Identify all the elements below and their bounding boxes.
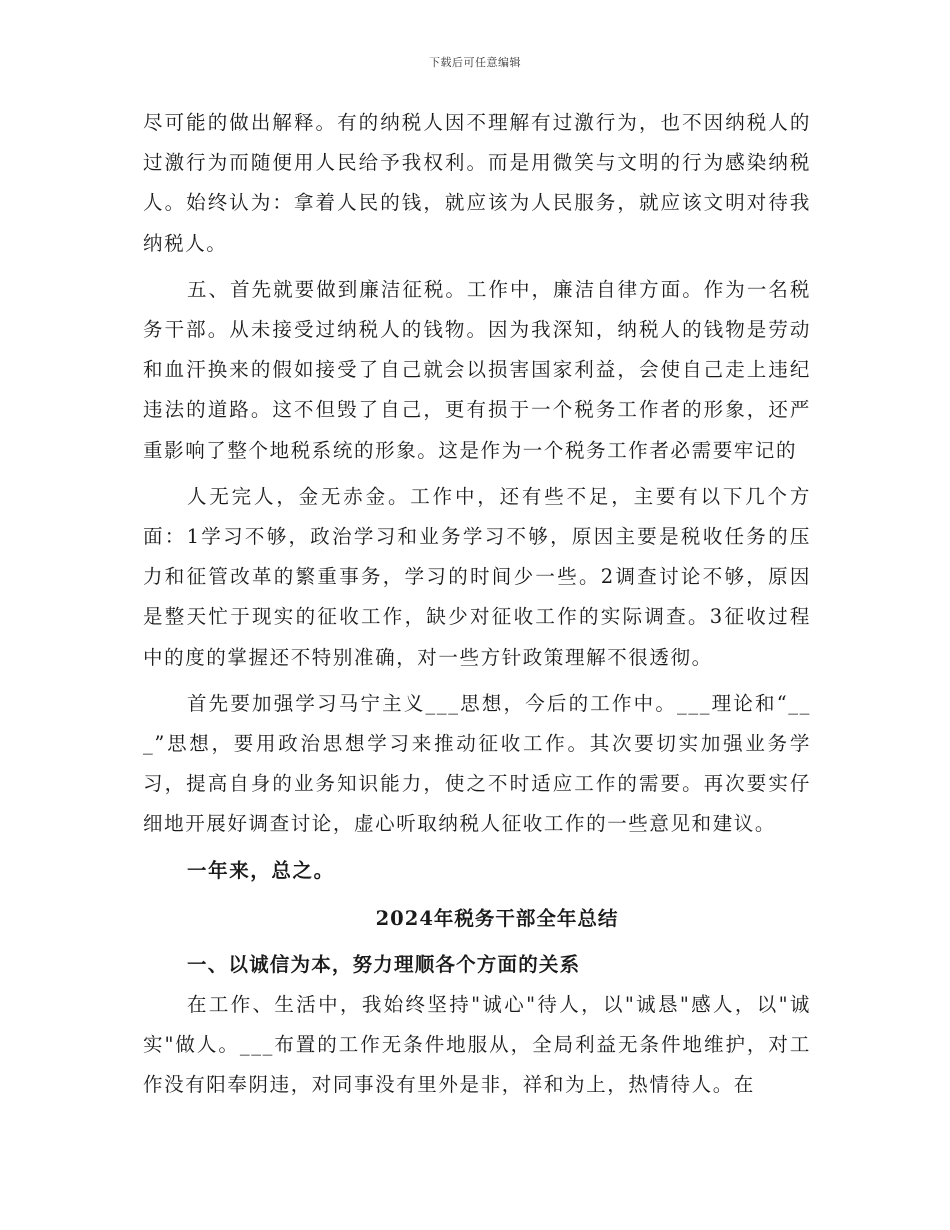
paragraph-explanation: 尽可能的做出解释。有的纳税人因不理解有过激行为，也不因纳税人的过激行为而随便用人民给予我权利。而是用微笑与文明的行为感染纳税人。始终认为：拿着人民的钱，就应该为人民服务，就应该文明对待我纳税人。 — [143, 111, 811, 255]
paragraph-conclusion: 一年来，总之。 — [187, 858, 335, 882]
section-heading: 一、以诚信为本，努力理顺各个方面的关系 — [187, 952, 581, 976]
document-body — [143, 103, 811, 1105]
paragraph-sincerity: 在工作、生活中，我始终坚持"诚心"待人，以"诚恳"感人，以"诚实"做人。___布置的工作无条件地服从，全局利益无条件地维护，对工作没有阳奉阴违，对同事没有里外是非，祥和为上，热情待人。在 — [143, 992, 811, 1097]
page-header-note: 下载后可任意编辑 — [429, 56, 521, 69]
paragraph-integrity: 五、首先就要做到廉洁征税。工作中，廉洁自律方面。作为一名税务干部。从未接受过纳税人的钱物。因为我深知，纳税人的钱物是劳动和血汗换来的假如接受了自己就会以损害国家利益，会使自己走上违纪违法的道路。这不但毁了自己，更有损于一个税务工作者的形象，还严重影响了整个地税系统的形象。这是作为一个税务工作者必需要牢记的 — [143, 277, 811, 462]
document-title: 2024年税务干部全年总结 — [375, 906, 619, 930]
paragraph-improvements: 首先要加强学习马宁主义___思想，今后的工作中。___理论和“___”思想，要用政治思想学习来推动征收工作。其次要切实加强业务学习，提高自身的业务知识能力，使之不时适应工作的需要。再次要实仔细地开展好调查讨论，虚心听取纳税人征收工作的一些意见和建议。 — [143, 691, 811, 836]
paragraph-shortcomings: 人无完人，金无赤金。工作中，还有些不足，主要有以下几个方面：1学习不够，政治学习和业务学习不够，原因主要是税收任务的压力和征管改革的繁重事务，学习的时间少一些。2调查讨论不够，原因是整天忙于现实的征收工作，缺少对征收工作的实际调查。3征收过程中的度的掌握还不特别准确，对一些方针政策理解不很透彻。 — [143, 484, 811, 669]
